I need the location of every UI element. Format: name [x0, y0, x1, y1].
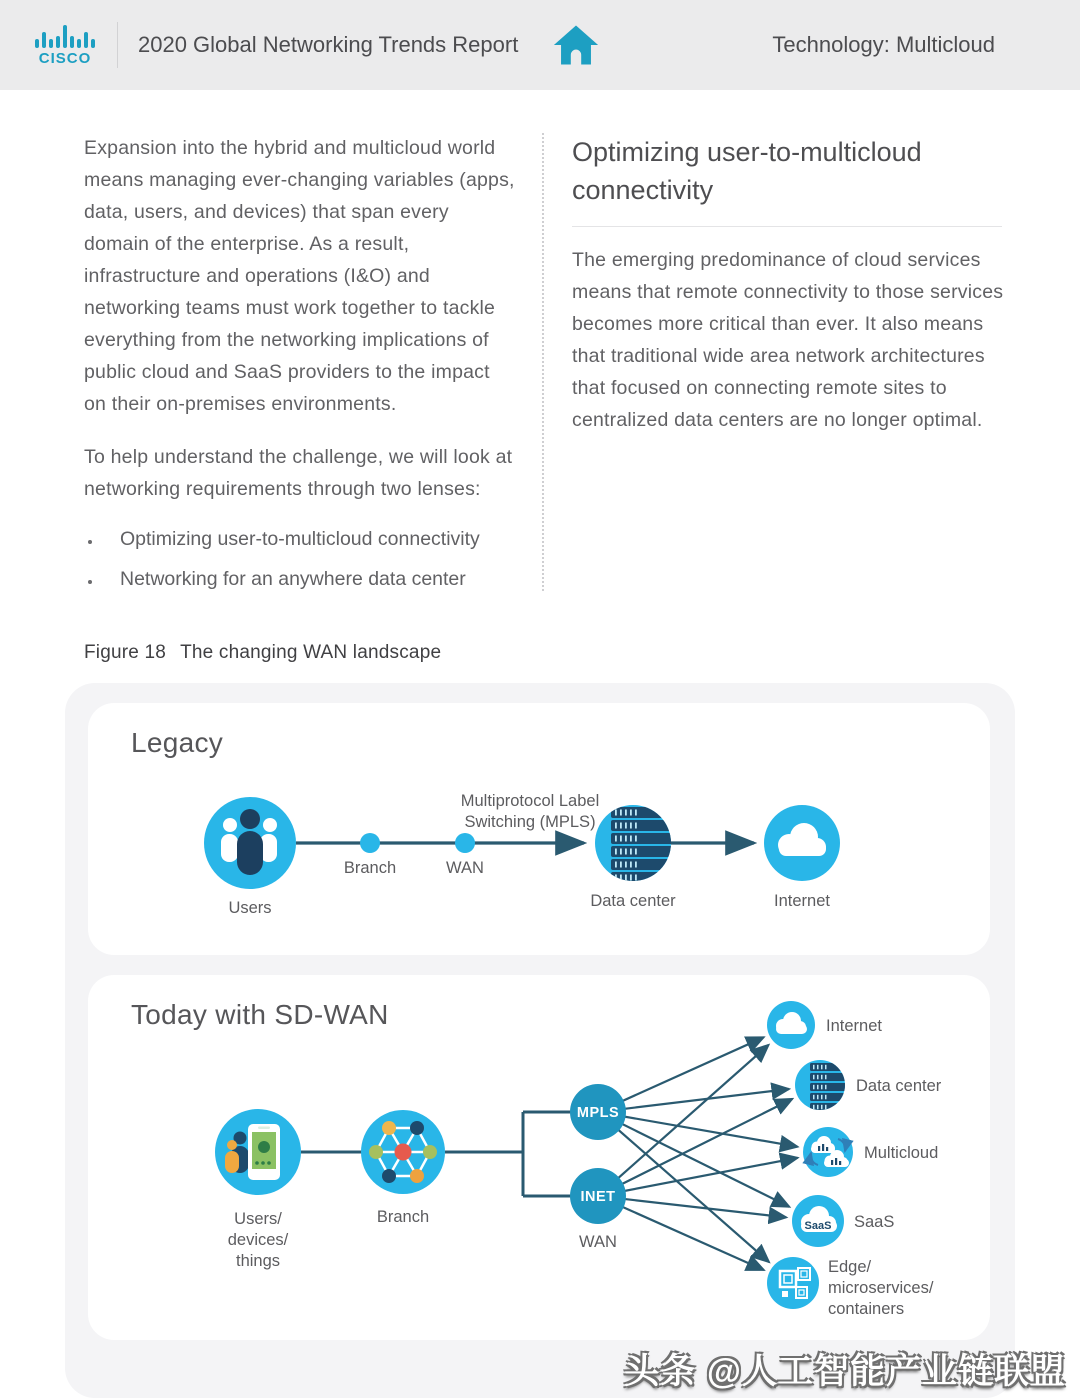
datacenter-node-icon — [595, 805, 673, 883]
sdwan-diagram-card — [88, 975, 990, 1340]
bullet-dot-icon — [88, 540, 92, 544]
inet-node-label: INET — [580, 1189, 616, 1205]
branch-label: Branch — [376, 1208, 430, 1226]
section-heading: Optimizing user-to-multicloud connectivity — [572, 133, 1002, 227]
section-body: The emerging predominance of cloud services means that remote connectivity to those services becomes more critical than ever. It also means that traditional wide area network architectures that focused on connecting remote sites to centralized data centers are no longer optimal. — [572, 248, 1004, 431]
internet-node-icon — [764, 805, 840, 881]
cisco-logo — [35, 24, 95, 67]
branch-dot-icon — [360, 833, 380, 853]
saas-label: SaaS — [854, 1213, 895, 1231]
branch-label: Branch — [343, 859, 397, 877]
watermark: 头条 @人工智能产业链联盟 — [624, 1352, 1066, 1391]
figure-18-container — [65, 683, 1015, 1398]
sdwan-diagram — [88, 975, 990, 1340]
legacy-diagram — [88, 703, 990, 955]
mpls-link-label: Switching (MPLS) — [464, 813, 596, 831]
page-header — [0, 0, 1080, 90]
inet-node — [570, 1168, 626, 1224]
lenses-bullet-list — [84, 528, 516, 591]
figure-caption — [84, 642, 441, 664]
legacy-diagram-card — [88, 703, 990, 955]
sdwan-fanout-arrows — [598, 1037, 798, 1270]
saas-icon-text: SaaS — [804, 1220, 832, 1232]
sdwan-title: Today with SD-WAN — [131, 999, 389, 1030]
internet-node-icon — [767, 1001, 815, 1049]
saas-node-icon — [792, 1195, 844, 1247]
mpls-link-label: Multiprotocol Label — [460, 792, 600, 810]
figure-number: Figure 18 — [84, 642, 167, 663]
figure-title: The changing WAN landscape — [180, 642, 442, 663]
legacy-title: Legacy — [131, 727, 224, 758]
users-devices-label: Users/ — [234, 1210, 282, 1228]
users-devices-label: things — [235, 1252, 281, 1270]
bullet-dot-icon — [88, 580, 92, 584]
users-devices-label: devices/ — [227, 1231, 289, 1249]
wan-label: WAN — [446, 859, 484, 877]
datacenter-label: Data center — [590, 892, 676, 910]
mpls-node-label: MPLS — [576, 1105, 620, 1121]
report-title: 2020 Global Networking Trends Report — [138, 32, 519, 57]
edge-node-icon — [767, 1257, 819, 1309]
internet-label: Internet — [826, 1017, 882, 1035]
home-icon[interactable] — [550, 19, 602, 71]
bullet-text: Optimizing user-to-multicloud connectivity — [120, 527, 480, 550]
users-node-icon — [204, 797, 296, 889]
intro-paragraph-2: To help understand the challenge, we will look at networking requirements through two lenses: — [84, 445, 513, 500]
edge-label: Edge/ — [828, 1258, 872, 1276]
edge-label: microservices/ — [828, 1279, 934, 1297]
datacenter-label: Data center — [856, 1077, 942, 1095]
users-label: Users — [228, 899, 272, 917]
edge-label: containers — [828, 1300, 905, 1318]
list-item — [84, 528, 516, 551]
intro-paragraph-1: Expansion into the hybrid and multicloud world means managing ever-changing variables (apps, data, users, and devices) that span every domain of the enterprise. As a result, infrastructure and operations (I&O) and networking teams must work together to tackle everything from the networking implications of public cloud and SaaS providers to the impact on their on-premises environments. — [84, 137, 515, 415]
datacenter-node-icon — [795, 1060, 848, 1111]
multicloud-node-icon — [803, 1127, 853, 1177]
wan-label: WAN — [579, 1233, 617, 1251]
internet-label: Internet — [774, 892, 830, 910]
wan-dot-icon — [455, 833, 475, 853]
bullet-text: Networking for an anywhere data center — [120, 567, 466, 590]
users-devices-node-icon — [215, 1109, 301, 1195]
cisco-logo-text: CISCO — [38, 49, 92, 67]
header-divider — [117, 22, 118, 68]
left-column — [84, 133, 542, 591]
content-columns — [84, 133, 1015, 591]
list-item — [84, 568, 516, 591]
right-column — [544, 133, 1015, 591]
cisco-logo-bars-icon — [35, 24, 95, 48]
multicloud-label: Multicloud — [864, 1144, 939, 1162]
branch-node-icon — [361, 1110, 445, 1194]
section-label: Technology: Multicloud — [772, 32, 995, 57]
mpls-node — [570, 1084, 626, 1140]
